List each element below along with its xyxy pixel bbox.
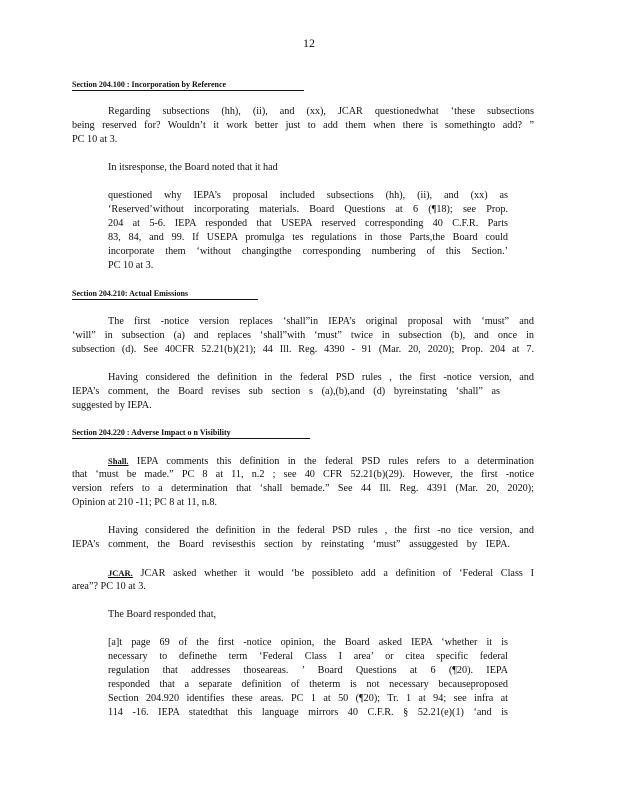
quote-line: 114 -16. IEPA statedthat this language mirrors 40 C.F.R. § 52.21(e)(1) ‘and is	[108, 707, 508, 718]
page-number: 12	[303, 36, 315, 50]
quote-line: questioned why IEPA’s proposal included subsections (hh), (ii), and (xx) as	[108, 190, 508, 201]
paragraph-text: IEPA comments this definition in the federal PSD rules refers to a determination	[128, 456, 534, 467]
paragraph-line: Having considered the definition in the federal PSD rules , the first -notice version, and	[108, 372, 534, 383]
paragraph-line: suggested by IEPA.	[72, 400, 152, 411]
paragraph-line: In itsresponse, the Board noted that it had	[108, 162, 278, 173]
section-heading-204-210: Section 204.210: Actual Emissions	[72, 289, 258, 300]
paragraph-line	[108, 567, 534, 580]
quote-line: necessary to definethe term ‘Federal Class I area’ or citea specific federal	[108, 651, 508, 662]
paragraph-line: The first -notice version replaces ‘shall”in IEPA’s original proposal with ‘must” and	[108, 316, 534, 327]
paragraph-line: PC 10 at 3.	[72, 134, 118, 145]
quote-line: ‘Reserved’without incorporating materials. Board Questions at 6 (¶18); see Prop.	[108, 204, 508, 215]
quote-line: responded that a separate definition of theterm is not necessary becauseproposed	[108, 679, 508, 690]
paragraph-line: Having considered the definition in the federal PSD rules , the first -no tice version, and	[108, 525, 534, 536]
paragraph-line: The Board responded that,	[108, 609, 217, 620]
paragraph-line: IEPA’s comment, the Board revises sub section s (a),(b),and (d) byreinstating ‘shall” as	[72, 386, 500, 397]
paragraph-line: IEPA’s comment, the Board revisesthis section by reinstating ‘must” assuggested by IEPA.	[72, 539, 510, 550]
quote-line: incorporate them ‘without changingthe corresponding numbering of this Section.’	[108, 246, 508, 257]
quote-line: Section 204.920 identifies these areas. PC 1 at 50 (¶20); Tr. 1 at 94; see infra at	[108, 693, 508, 704]
paragraph-line: that ‘must be made.” PC 8 at 11, n.2 ; see 40 CFR 52.21(b)(29). However, the first -notice	[72, 469, 534, 480]
paragraph-line: Regarding subsections (hh), (ii), and (xx), JCAR questionedwhat ‘these subsections	[108, 106, 534, 117]
paragraph-text: JCAR asked whether it would ‘be possibleto add a definition of ‘Federal Class I	[132, 568, 534, 579]
paragraph-line: version refers to a determination that ‘shall bemade.” See 44 Ill. Reg. 4391 (Mar. 20, 2020);	[72, 483, 534, 494]
term-jcar: JCAR.	[108, 568, 133, 578]
section-heading-204-100: Section 204.100 : Incorporation by Reference	[72, 80, 304, 91]
quote-line: 204 at 5-6. IEPA responded that USEPA reserved corresponding 40 C.F.R. Parts	[108, 218, 508, 229]
paragraph-line: Opinion at 210 -11; PC 8 at 11, n.8.	[72, 497, 217, 508]
paragraph-line: subsection (d). See 40CFR 52.21(b)(21); 44 Ill. Reg. 4390 - 91 (Mar. 20, 2020); Prop. 204 at 7.	[72, 344, 534, 355]
paragraph-line: ‘will” in subsection (a) and replaces ‘shall”with ‘must” twice in subsection (b), and once in	[72, 330, 534, 341]
term-shall: Shall.	[108, 456, 129, 466]
quote-line: [a]t page 69 of the first -notice opinion, the Board asked IEPA ‘whether it is	[108, 637, 508, 648]
section-heading-204-220: Section 204.220 : Adverse Impact o n Visibility	[72, 428, 310, 439]
paragraph-line	[108, 455, 534, 468]
quote-line: 83, 84, and 99. If USEPA promulga tes regulations in those Parts,the Board could	[108, 232, 508, 243]
paragraph-line: area”? PC 10 at 3.	[72, 581, 146, 592]
paragraph-line: being reserved for? Wouldn’t it work better just to add them when there is somethingto add? ”	[72, 120, 534, 131]
quote-line: PC 10 at 3.	[108, 260, 154, 271]
quote-line: regulation that addresses thoseareas. ’ Board Questions at 6 (¶20). IEPA	[108, 665, 508, 676]
